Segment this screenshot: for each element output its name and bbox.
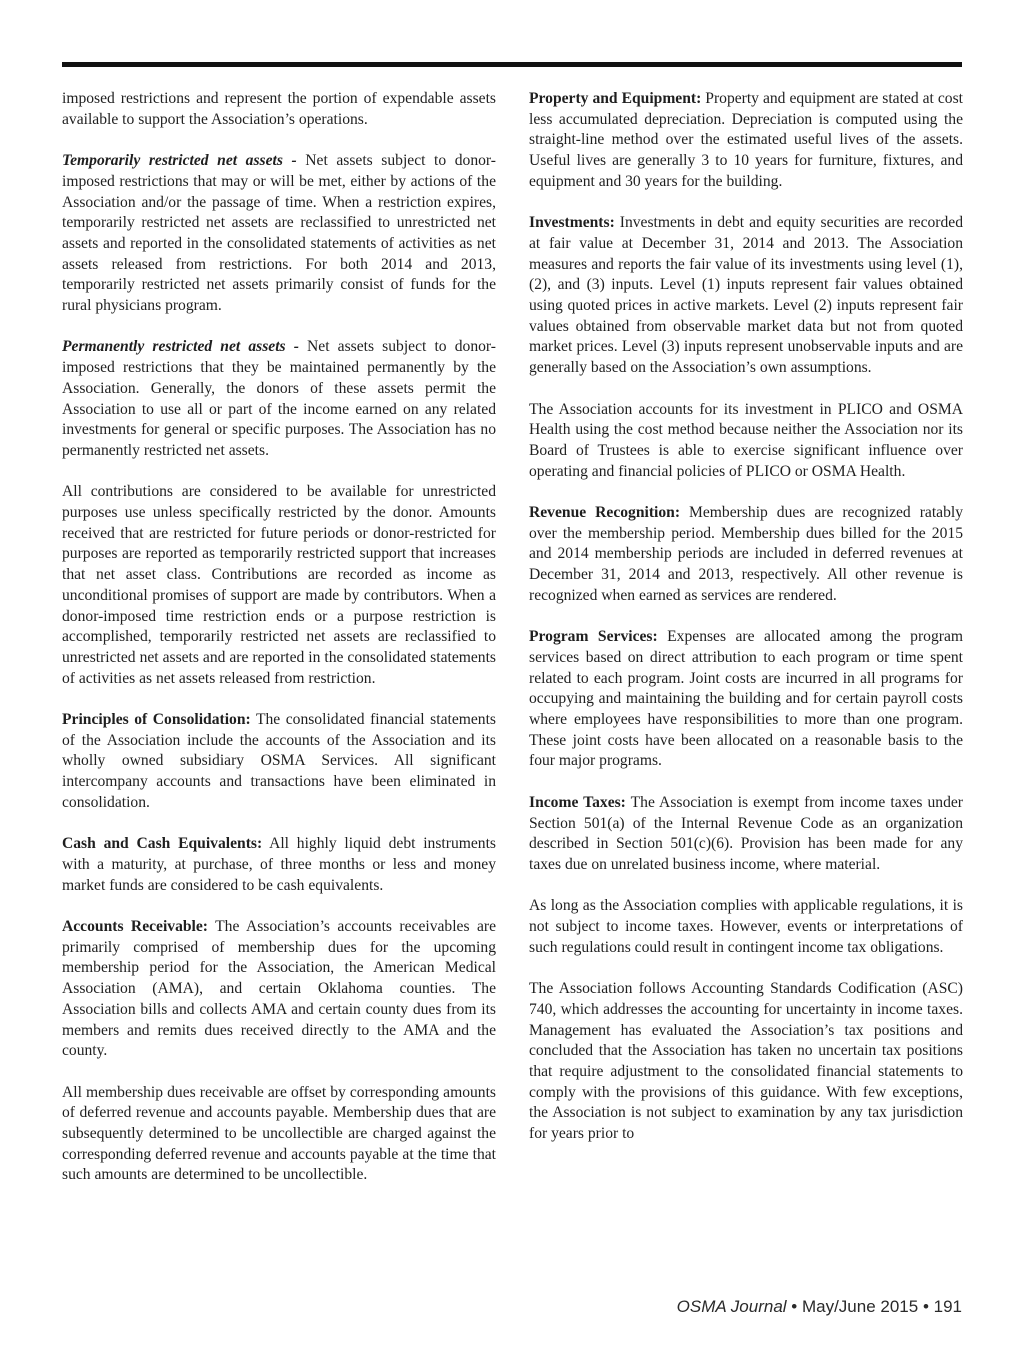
- section-heading: Revenue Recognition:: [529, 504, 681, 522]
- section-heading: Temporarily restricted net assets -: [62, 152, 297, 170]
- section-heading: Permanently restricted net assets -: [62, 338, 299, 356]
- paragraph: imposed restrictions and represent the portion of expendable assets available to support the Association’s operations.: [62, 90, 496, 128]
- paragraph-plico-osma-health: The Association accounts for its investment in PLICO and OSMA Health using the cost method because neither the Association nor its Board of Trustees is able to exercise significant influence over operating and financial policies of PLICO or OSMA Health.: [529, 400, 963, 480]
- paragraph-accounts-receivable: Accounts Receivable: The Association’s accounts receivables are primarily comprised of membership dues for the upcoming membership period for the Association, the American Medical Association (AMA), and certain Oklahoma counties. The Association bills and collects AMA and certain county dues from its members and remits dues received directly to the AMA and the county.: [62, 918, 496, 1060]
- footer-separator: •: [786, 1297, 802, 1316]
- section-heading: Cash and Cash Equivalents:: [62, 835, 263, 853]
- footer-separator: •: [918, 1297, 934, 1316]
- section-heading: Property and Equipment:: [529, 90, 702, 107]
- page-footer: [677, 1297, 962, 1317]
- paragraph-income-taxes: Income Taxes: The Association is exempt from income taxes under Section 501(a) of the Internal Revenue Code as an organization described in Section 501(c)(6). Provision has been made for any taxes due on unrelated business income, where material.: [529, 793, 963, 873]
- paragraph-contributions: All contributions are considered to be available for unrestricted purposes use unless specifically restricted by the donor. Amounts received that are restricted for future periods or donor-restricted for purposes are reported as temporarily restricted support that increases that net asset class. Contributions are recorded as income as unconditional promises of support are made by contributors. When a donor-imposed time restriction ends or a purpose restriction is accomplished, temporarily restricted net assets are reclassified to unrestricted net assets and are reported in the consolidated statements of activities as net assets released from restriction.: [62, 483, 496, 687]
- section-heading: Accounts Receivable:: [62, 918, 209, 936]
- paragraph-membership-dues: All membership dues receivable are offset by corresponding amounts of deferred revenue and accounts payable. Membership dues that are subsequently determined to be uncollectible are charged against the corresponding deferred revenue and accounts payable at the time that such amounts are determined to be uncollectible.: [62, 1083, 496, 1184]
- section-heading: Income Taxes:: [529, 793, 626, 811]
- left-column: [62, 89, 496, 1207]
- paragraph-revenue-recognition: Revenue Recognition: Membership dues are recognized ratably over the membership period. Membership dues billed for the 2015 and 2014 membership periods are included in deferred revenues at December 31, 2014 and 2013, respectively. All other revenue is recognized when earned as services are rendered.: [529, 504, 963, 604]
- paragraph-investments: Investments: Investments in debt and equity securities are recorded at fair value at December 31, 2014 and 2013. The Association measures and reports the fair value of its investments using level (1), (2), and (3) inputs. Level (1) inputs represent fair values obtained using quoted prices in active markets. Level (2) inputs represent fair values obtained from observable market data but not from quoted market prices. Level (3) inputs represent unobservable inputs and are generally based on the Association’s own assumptions.: [529, 214, 963, 377]
- paragraph-permanently-restricted: Permanently restricted net assets - Net assets subject to donor-imposed restrictions that they be maintained permanently by the Association. Generally, the donors of these assets permit the Association to use all or part of the income earned on any related investments for general or specific purposes. The Association has no permanently restricted net assets.: [62, 338, 496, 459]
- journal-name: OSMA Journal: [676, 1297, 787, 1316]
- paragraph-principles-of-consolidation: Principles of Consolidation: The consolidated financial statements of the Association include the accounts of the Association and its wholly owned subsidiary OSMA Services. All significant intercompany accounts and transactions have been eliminated in consolidation.: [62, 711, 496, 811]
- paragraph-temporarily-restricted: Temporarily restricted net assets - Net assets subject to donor-imposed restrictions that may or will be met, either by actions of the Association and/or the passage of time. When a restriction expires, temporarily restricted net assets are reclassified to unrestricted net assets and reported in the consolidated statements of activities as net assets released from restrictions. For both 2014 and 2013, temporarily restricted net assets primarily consist of funds for the rural physicians program.: [62, 152, 496, 315]
- page-number: 191: [933, 1297, 962, 1316]
- issue-date: May/June 2015: [801, 1297, 919, 1316]
- right-column: [529, 89, 963, 1165]
- top-rule-divider: [62, 62, 962, 67]
- paragraph-cash-equivalents: Cash and Cash Equivalents: All highly liquid debt instruments with a maturity, at purchase, of three months or less and money market funds are considered to be cash equivalents.: [62, 835, 496, 894]
- section-heading: Program Services:: [529, 628, 658, 646]
- section-heading: Principles of Consolidation:: [62, 711, 251, 729]
- paragraph-applicable-regulations: As long as the Association complies with applicable regulations, it is not subject to income taxes. However, events or interpretations of such regulations could result in contingent income tax obligations.: [529, 897, 963, 956]
- paragraph-program-services: Program Services: Expenses are allocated among the program services based on direct attribution to each program or time spent related to each program. Joint costs are incurred in all programs for occupying and maintaining the building and for certain payroll costs where employees have responsibilities to more than one program. These joint costs have been allocated on a reasonable basis to the four major programs.: [529, 628, 963, 770]
- section-heading: Investments:: [529, 214, 615, 232]
- paragraph-property-equipment: Property and Equipment: Property and equipment are stated at cost less accumulated depreciation. Depreciation is computed using the straight-line method over the estimated useful lives of the assets. Useful lives are generally 3 to 10 years for furniture, fixtures, and equipment and 30 years for the building.: [529, 90, 963, 190]
- paragraph-asc-740: The Association follows Accounting Standards Codification (ASC) 740, which addresses the accounting for uncertainty in income taxes. Management has evaluated the Association’s tax positions and concluded that the Association has taken no uncertain tax positions that require adjustment to the consolidated financial statements to comply with the provisions of this guidance. With few exceptions, the Association is not subject to examination by any tax jurisdiction for years prior to: [529, 980, 963, 1143]
